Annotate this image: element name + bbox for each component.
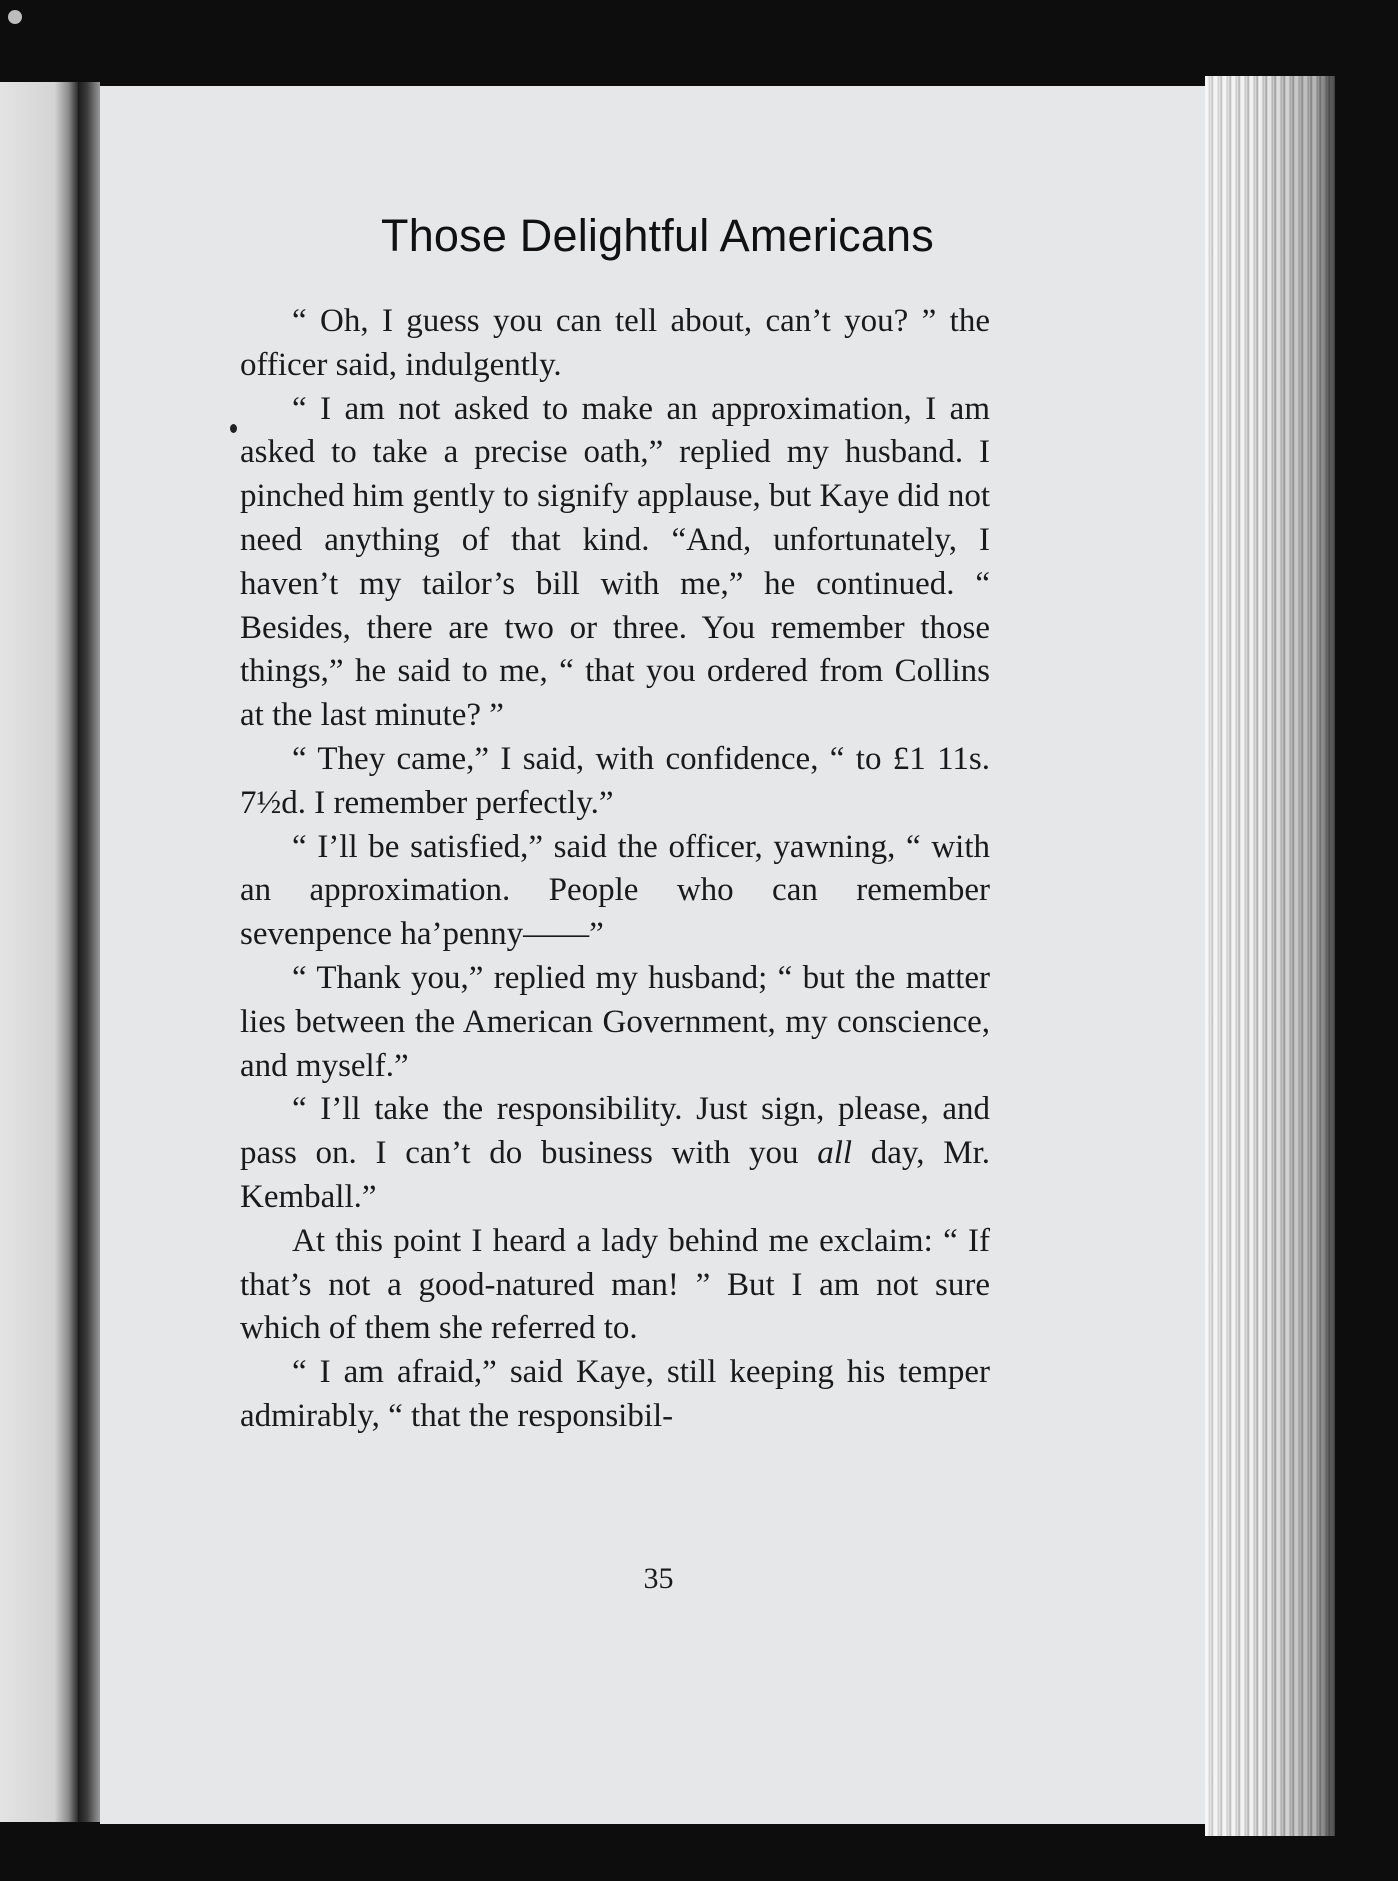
paragraph: “ They came,” I said, with confidence, “ to £1 11s. 7½d. I remember perfectly.” — [240, 740, 990, 821]
paragraph: “ I am not asked to make an approximation, I am asked to take a precise oath,” replied my husband. I pinched him gently to signify applause, but Kaye did not need anything of that kind. “And, unfortunately, I haven’t my tailor’s bill with me,” he continued. “ Besides, there are two or three. You remember those things,” he said to me, “ that you ordered from Collins at the last minute? ” — [240, 390, 990, 734]
paragraph-text: day, Mr. Kemball.” — [240, 1135, 991, 1215]
paragraph: “ I’ll be satisfied,” said the officer, yawning, “ with an approximation. People who can remember sevenpence ha’penny——” — [240, 828, 990, 953]
page-block-shadow — [1205, 76, 1335, 1836]
running-head: Those Delightful Americans — [381, 210, 934, 261]
scan-speck — [8, 10, 22, 24]
paragraph: “ I am afraid,” said Kaye, still keeping his temper admirably, “ that the responsibil- — [240, 1354, 990, 1434]
facing-page-edge — [0, 82, 78, 1822]
paragraph: “ Thank you,” replied my husband; “ but the matter lies between the American Government, my conscience, and myself.” — [240, 959, 990, 1084]
ink-speck — [230, 424, 237, 433]
paragraph — [240, 1088, 990, 1219]
book-gutter — [78, 82, 100, 1822]
paragraph: “ Oh, I guess you can tell about, can’t you? ” the officer said, indulgently. — [240, 303, 990, 383]
paragraph: At this point I heard a lady behind me exclaim: “ If that’s not a good-natured man! ” But I am not sure which of them she referred to. — [240, 1222, 990, 1347]
page-number: 35 — [643, 1562, 674, 1595]
paragraph-text: “ I’ll take the responsibility. Just sign, please, and pass on. I can’t do business with you — [240, 1091, 990, 1172]
body-text — [240, 300, 990, 1439]
emphasis-text: all — [817, 1135, 853, 1172]
